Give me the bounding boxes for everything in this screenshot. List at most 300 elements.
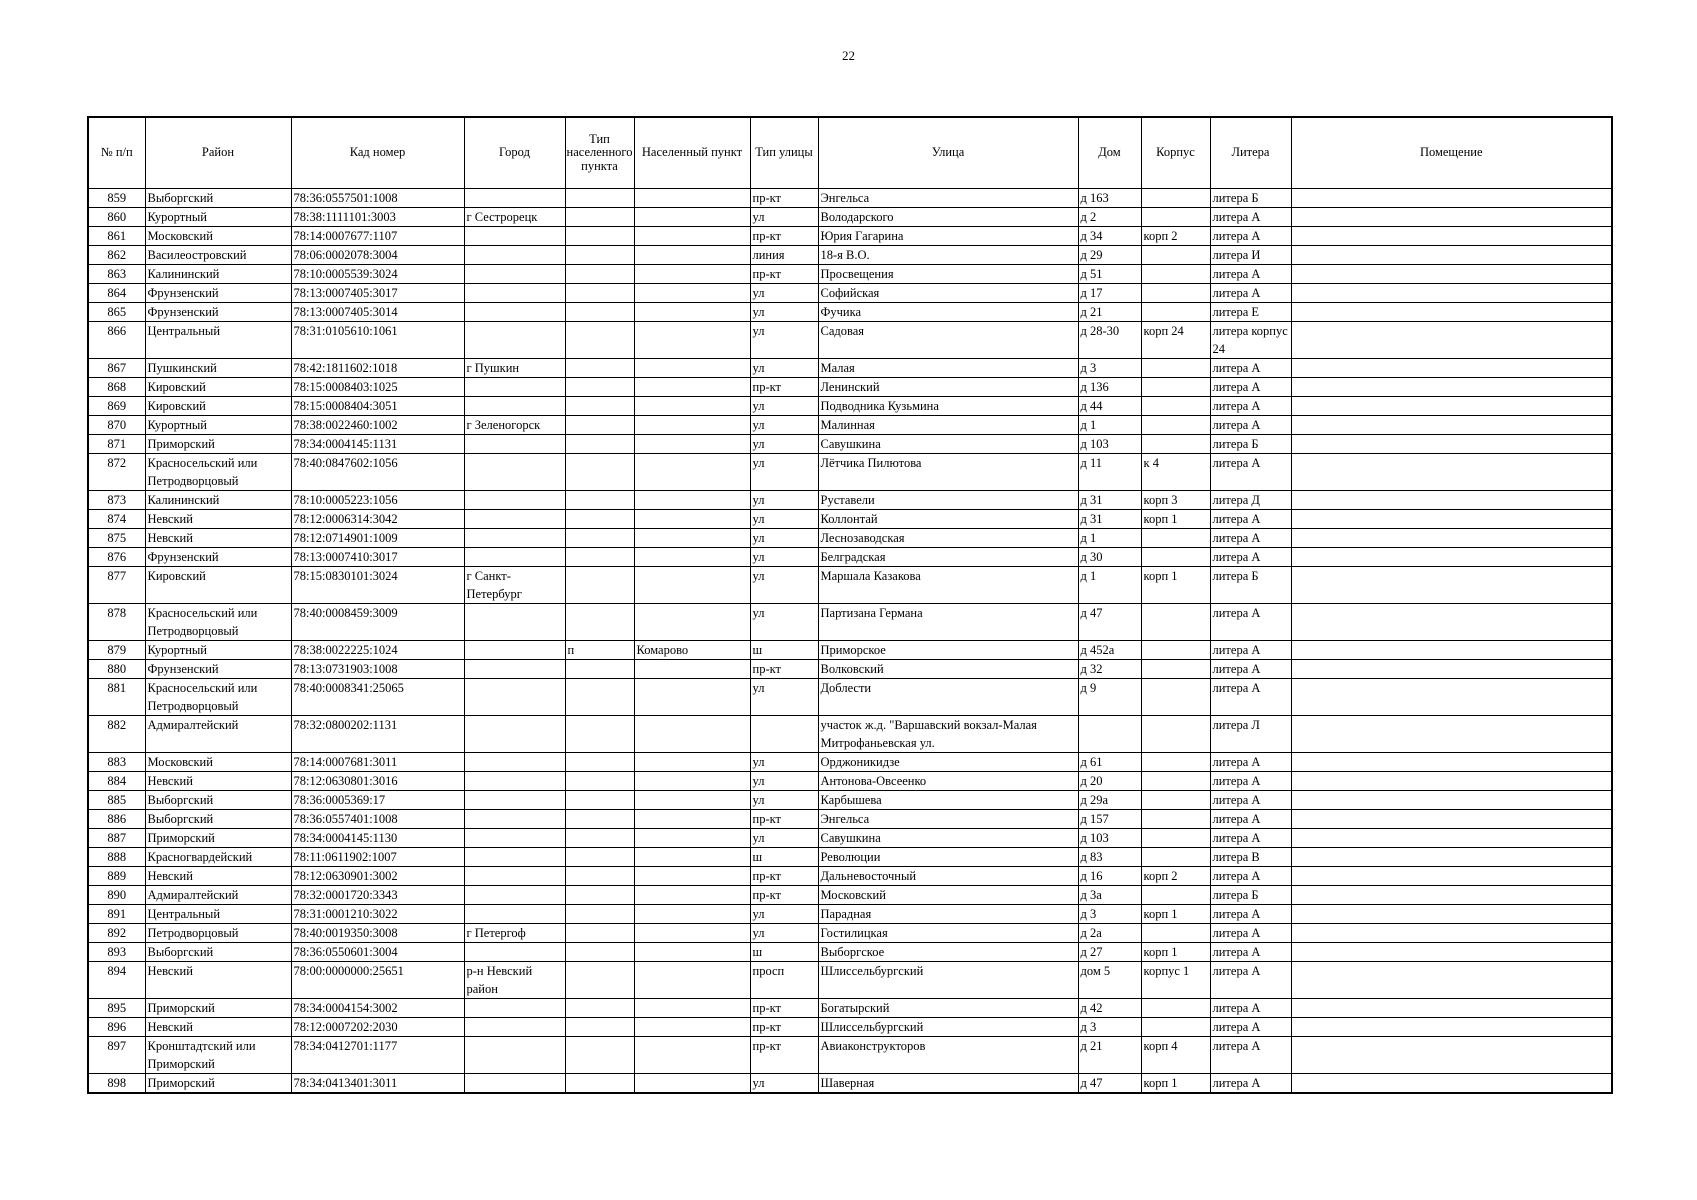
cell-city: г Петергоф xyxy=(464,924,565,943)
cell-house: д 21 xyxy=(1078,1037,1141,1074)
cell-street-type: пр-кт xyxy=(750,867,818,886)
cell-building xyxy=(1141,435,1210,454)
cell-settlement xyxy=(634,189,750,208)
cell-number: 870 xyxy=(88,416,145,435)
cell-number: 874 xyxy=(88,510,145,529)
cell-premises xyxy=(1291,284,1612,303)
col-header-settlement: Населенный пункт xyxy=(634,117,750,189)
cell-letter: литера А xyxy=(1210,791,1291,810)
cell-street: Парадная xyxy=(818,905,1078,924)
cell-street: Энгельса xyxy=(818,189,1078,208)
cell-house: д 2 xyxy=(1078,208,1141,227)
cell-cadastral: 78:36:0557501:1008 xyxy=(291,189,464,208)
cell-street-type: ул xyxy=(750,284,818,303)
cell-street: Савушкина xyxy=(818,435,1078,454)
cell-building xyxy=(1141,753,1210,772)
cell-building xyxy=(1141,208,1210,227)
cell-district: Кировский xyxy=(145,567,291,604)
cell-street-type: ул xyxy=(750,753,818,772)
cell-cadastral: 78:06:0002078:3004 xyxy=(291,246,464,265)
cell-district: Московский xyxy=(145,753,291,772)
cell-street-type: ул xyxy=(750,491,818,510)
cell-letter: литера А xyxy=(1210,679,1291,716)
cell-street: Володарского xyxy=(818,208,1078,227)
cell-number: 880 xyxy=(88,660,145,679)
cell-city xyxy=(464,1074,565,1094)
cell-street: Софийская xyxy=(818,284,1078,303)
cell-settlement-type xyxy=(565,1018,634,1037)
table-row xyxy=(88,397,1612,416)
table-row xyxy=(88,246,1612,265)
cell-premises xyxy=(1291,641,1612,660)
cell-house: д 29 xyxy=(1078,246,1141,265)
cell-house: д 163 xyxy=(1078,189,1141,208)
cell-city xyxy=(464,848,565,867)
cell-letter: литера А xyxy=(1210,529,1291,548)
cell-premises xyxy=(1291,810,1612,829)
cell-building: корп 1 xyxy=(1141,905,1210,924)
table-row xyxy=(88,679,1612,716)
cell-street-type: ул xyxy=(750,454,818,491)
cell-number: 889 xyxy=(88,867,145,886)
cell-city xyxy=(464,454,565,491)
table-row xyxy=(88,905,1612,924)
cell-settlement-type xyxy=(565,753,634,772)
cell-number: 878 xyxy=(88,604,145,641)
cell-city: г Зеленогорск xyxy=(464,416,565,435)
cell-premises xyxy=(1291,227,1612,246)
cell-house: д 1 xyxy=(1078,567,1141,604)
cell-cadastral: 78:34:0004145:1131 xyxy=(291,435,464,454)
cell-settlement xyxy=(634,905,750,924)
table-row xyxy=(88,567,1612,604)
cell-district: Кировский xyxy=(145,397,291,416)
cell-city: р-н Невский район xyxy=(464,962,565,999)
cell-premises xyxy=(1291,716,1612,753)
cell-settlement-type: п xyxy=(565,641,634,660)
cell-street-type: ул xyxy=(750,322,818,359)
cell-district: Калининский xyxy=(145,265,291,284)
cell-settlement-type xyxy=(565,246,634,265)
cell-settlement xyxy=(634,359,750,378)
cell-premises xyxy=(1291,416,1612,435)
cell-street-type: ул xyxy=(750,567,818,604)
cell-street: Руставели xyxy=(818,491,1078,510)
cell-district: Красносельский или Петродворцовый xyxy=(145,679,291,716)
cell-cadastral: 78:38:0022460:1002 xyxy=(291,416,464,435)
cell-settlement-type xyxy=(565,265,634,284)
cell-street: Лётчика Пилютова xyxy=(818,454,1078,491)
cell-settlement-type xyxy=(565,999,634,1018)
cell-settlement-type xyxy=(565,454,634,491)
cell-settlement-type xyxy=(565,848,634,867)
table-row xyxy=(88,716,1612,753)
cell-house: д 21 xyxy=(1078,303,1141,322)
cell-building xyxy=(1141,397,1210,416)
cell-settlement xyxy=(634,378,750,397)
cell-settlement xyxy=(634,716,750,753)
cell-city xyxy=(464,548,565,567)
cell-district: Московский xyxy=(145,227,291,246)
cell-house: д 11 xyxy=(1078,454,1141,491)
cell-premises xyxy=(1291,848,1612,867)
cell-settlement xyxy=(634,772,750,791)
table-row xyxy=(88,1074,1612,1094)
cell-street-type: пр-кт xyxy=(750,1018,818,1037)
cell-house: д 44 xyxy=(1078,397,1141,416)
cell-street-type: ул xyxy=(750,679,818,716)
cell-city: г Пушкин xyxy=(464,359,565,378)
cell-letter: литера А xyxy=(1210,265,1291,284)
cell-street-type: ул xyxy=(750,924,818,943)
cell-number: 892 xyxy=(88,924,145,943)
cell-street-type: ул xyxy=(750,510,818,529)
cell-settlement-type xyxy=(565,567,634,604)
cell-cadastral: 78:13:0007410:3017 xyxy=(291,548,464,567)
cell-building xyxy=(1141,848,1210,867)
cell-premises xyxy=(1291,660,1612,679)
cell-number: 871 xyxy=(88,435,145,454)
cell-number: 888 xyxy=(88,848,145,867)
table-body xyxy=(88,189,1612,1094)
cell-district: Красносельский или Петродворцовый xyxy=(145,454,291,491)
cell-house: д 20 xyxy=(1078,772,1141,791)
cell-city xyxy=(464,791,565,810)
cell-city xyxy=(464,772,565,791)
cell-letter: литера А xyxy=(1210,397,1291,416)
cell-premises xyxy=(1291,246,1612,265)
cell-district: Курортный xyxy=(145,641,291,660)
cell-settlement-type xyxy=(565,679,634,716)
cell-building xyxy=(1141,660,1210,679)
cell-letter: литера А xyxy=(1210,454,1291,491)
cell-premises xyxy=(1291,867,1612,886)
cell-district: Выборгский xyxy=(145,189,291,208)
cell-building: корпус 1 xyxy=(1141,962,1210,999)
table-row xyxy=(88,791,1612,810)
cell-settlement xyxy=(634,1074,750,1094)
cell-street: Гостилицкая xyxy=(818,924,1078,943)
cell-house: д 17 xyxy=(1078,284,1141,303)
cell-street-type: ул xyxy=(750,359,818,378)
cell-house: д 3 xyxy=(1078,1018,1141,1037)
cell-building: корп 1 xyxy=(1141,943,1210,962)
cell-cadastral: 78:12:0630901:3002 xyxy=(291,867,464,886)
cell-street: Приморское xyxy=(818,641,1078,660)
table-row xyxy=(88,867,1612,886)
cell-number: 876 xyxy=(88,548,145,567)
cell-district: Невский xyxy=(145,867,291,886)
cell-house: д 1 xyxy=(1078,416,1141,435)
cell-number: 890 xyxy=(88,886,145,905)
cell-number: 883 xyxy=(88,753,145,772)
cell-settlement xyxy=(634,265,750,284)
cell-settlement xyxy=(634,999,750,1018)
cell-street-type: ул xyxy=(750,529,818,548)
cell-letter: литера А xyxy=(1210,924,1291,943)
cell-cadastral: 78:10:0005223:1056 xyxy=(291,491,464,510)
cell-cadastral: 78:32:0001720:3343 xyxy=(291,886,464,905)
cell-letter: литера Б xyxy=(1210,189,1291,208)
cell-building: корп 2 xyxy=(1141,867,1210,886)
cell-letter: литера А xyxy=(1210,510,1291,529)
cell-letter: литера А xyxy=(1210,943,1291,962)
cell-street: Ленинский xyxy=(818,378,1078,397)
cell-city xyxy=(464,284,565,303)
table-row xyxy=(88,435,1612,454)
col-header-district: Район xyxy=(145,117,291,189)
table-row xyxy=(88,416,1612,435)
cell-house: д 136 xyxy=(1078,378,1141,397)
cell-letter: литера А xyxy=(1210,772,1291,791)
table-row xyxy=(88,227,1612,246)
table-row xyxy=(88,529,1612,548)
cell-street: Подводника Кузьмина xyxy=(818,397,1078,416)
cell-settlement xyxy=(634,679,750,716)
cell-letter: литера А xyxy=(1210,548,1291,567)
cell-cadastral: 78:13:0007405:3017 xyxy=(291,284,464,303)
cell-street: Богатырский xyxy=(818,999,1078,1018)
cell-premises xyxy=(1291,772,1612,791)
cell-premises xyxy=(1291,491,1612,510)
cell-street: Орджоникидзе xyxy=(818,753,1078,772)
cell-letter: литера А xyxy=(1210,1074,1291,1094)
cell-premises xyxy=(1291,753,1612,772)
cell-letter: литера А xyxy=(1210,284,1291,303)
cell-number: 864 xyxy=(88,284,145,303)
cell-street-type: ул xyxy=(750,905,818,924)
cell-street-type: пр-кт xyxy=(750,265,818,284)
cell-house: д 16 xyxy=(1078,867,1141,886)
table-row xyxy=(88,943,1612,962)
cell-premises xyxy=(1291,303,1612,322)
cell-premises xyxy=(1291,905,1612,924)
cell-city xyxy=(464,529,565,548)
cell-house: дом 5 xyxy=(1078,962,1141,999)
cell-district: Кронштадтский или Приморский xyxy=(145,1037,291,1074)
cell-city xyxy=(464,641,565,660)
cell-building: к 4 xyxy=(1141,454,1210,491)
cell-settlement-type xyxy=(565,416,634,435)
cell-city xyxy=(464,1037,565,1074)
cell-settlement xyxy=(634,1018,750,1037)
cell-settlement xyxy=(634,829,750,848)
cell-building: корп 4 xyxy=(1141,1037,1210,1074)
table-row xyxy=(88,378,1612,397)
cell-street-type: ул xyxy=(750,435,818,454)
cell-street: Авиаконструкторов xyxy=(818,1037,1078,1074)
cell-city xyxy=(464,378,565,397)
cell-building xyxy=(1141,284,1210,303)
cell-settlement-type xyxy=(565,529,634,548)
cell-district: Адмиралтейский xyxy=(145,886,291,905)
cell-house: д 452а xyxy=(1078,641,1141,660)
cell-settlement xyxy=(634,435,750,454)
cell-letter: литера А xyxy=(1210,753,1291,772)
cell-letter: литера А xyxy=(1210,227,1291,246)
cell-district: Адмиралтейский xyxy=(145,716,291,753)
cell-district: Центральный xyxy=(145,322,291,359)
cell-street: Карбышева xyxy=(818,791,1078,810)
cell-settlement xyxy=(634,510,750,529)
cell-premises xyxy=(1291,208,1612,227)
col-header-cadastral: Кад номер xyxy=(291,117,464,189)
cell-district: Фрунзенский xyxy=(145,303,291,322)
cell-settlement-type xyxy=(565,829,634,848)
cell-cadastral: 78:15:0830101:3024 xyxy=(291,567,464,604)
table-row xyxy=(88,829,1612,848)
cell-building: корп 24 xyxy=(1141,322,1210,359)
cell-district: Невский xyxy=(145,772,291,791)
cell-city: г Санкт-Петербург xyxy=(464,567,565,604)
cell-district: Выборгский xyxy=(145,791,291,810)
cell-settlement-type xyxy=(565,962,634,999)
cell-house xyxy=(1078,716,1141,753)
cell-cadastral: 78:32:0800202:1131 xyxy=(291,716,464,753)
cell-street: участок ж.д. "Варшавский вокзал-Малая Митрофаньевская ул. xyxy=(818,716,1078,753)
cell-street: Шлиссельбургский xyxy=(818,962,1078,999)
cell-number: 895 xyxy=(88,999,145,1018)
cell-street: Маршала Казакова xyxy=(818,567,1078,604)
cell-house: д 31 xyxy=(1078,510,1141,529)
cell-number: 859 xyxy=(88,189,145,208)
cell-street: Савушкина xyxy=(818,829,1078,848)
cell-settlement xyxy=(634,208,750,227)
cell-number: 887 xyxy=(88,829,145,848)
cell-district: Приморский xyxy=(145,1074,291,1094)
cell-cadastral: 78:11:0611902:1007 xyxy=(291,848,464,867)
cell-city xyxy=(464,829,565,848)
col-header-settlement-type: Тип населенного пункта xyxy=(565,117,634,189)
cell-house: д 83 xyxy=(1078,848,1141,867)
cell-house: д 30 xyxy=(1078,548,1141,567)
cell-street: Малинная xyxy=(818,416,1078,435)
cell-street-type: пр-кт xyxy=(750,227,818,246)
cell-street: Энгельса xyxy=(818,810,1078,829)
cell-building: корп 1 xyxy=(1141,510,1210,529)
cell-number: 886 xyxy=(88,810,145,829)
cell-letter: литера А xyxy=(1210,660,1291,679)
cell-city xyxy=(464,999,565,1018)
cell-settlement-type xyxy=(565,604,634,641)
cell-number: 885 xyxy=(88,791,145,810)
cell-settlement-type xyxy=(565,189,634,208)
cell-street: Революции xyxy=(818,848,1078,867)
cell-cadastral: 78:40:0019350:3008 xyxy=(291,924,464,943)
cell-house: д 3 xyxy=(1078,905,1141,924)
cell-settlement xyxy=(634,810,750,829)
cell-district: Фрунзенский xyxy=(145,284,291,303)
cell-number: 867 xyxy=(88,359,145,378)
col-header-number: № п/п xyxy=(88,117,145,189)
cell-street-type: пр-кт xyxy=(750,660,818,679)
cell-city xyxy=(464,679,565,716)
cell-premises xyxy=(1291,679,1612,716)
cell-city xyxy=(464,867,565,886)
cell-district: Невский xyxy=(145,962,291,999)
cell-street: Садовая xyxy=(818,322,1078,359)
cell-letter: литера Л xyxy=(1210,716,1291,753)
cell-street: Белградская xyxy=(818,548,1078,567)
cell-number: 877 xyxy=(88,567,145,604)
cell-premises xyxy=(1291,548,1612,567)
cell-cadastral: 78:34:0413401:3011 xyxy=(291,1074,464,1094)
cell-number: 897 xyxy=(88,1037,145,1074)
cell-building xyxy=(1141,999,1210,1018)
table-row xyxy=(88,548,1612,567)
cell-settlement xyxy=(634,454,750,491)
cell-cadastral: 78:31:0001210:3022 xyxy=(291,905,464,924)
cell-district: Курортный xyxy=(145,416,291,435)
cell-settlement-type xyxy=(565,886,634,905)
cell-street-type: ш xyxy=(750,848,818,867)
table-row xyxy=(88,1018,1612,1037)
cell-house: д 47 xyxy=(1078,1074,1141,1094)
cell-premises xyxy=(1291,189,1612,208)
cell-cadastral: 78:12:0630801:3016 xyxy=(291,772,464,791)
cell-street-type: ул xyxy=(750,416,818,435)
cell-district: Выборгский xyxy=(145,810,291,829)
cell-city xyxy=(464,246,565,265)
cell-street: Юрия Гагарина xyxy=(818,227,1078,246)
cell-settlement xyxy=(634,1037,750,1074)
cell-city xyxy=(464,660,565,679)
cell-district: Петродворцовый xyxy=(145,924,291,943)
cell-premises xyxy=(1291,999,1612,1018)
cell-letter: литера Е xyxy=(1210,303,1291,322)
cell-house: д 1 xyxy=(1078,529,1141,548)
cell-letter: литера А xyxy=(1210,359,1291,378)
cell-street: Леснозаводская xyxy=(818,529,1078,548)
table-row xyxy=(88,848,1612,867)
cell-building xyxy=(1141,416,1210,435)
cell-building xyxy=(1141,548,1210,567)
cell-street-type: ул xyxy=(750,1074,818,1094)
cell-city xyxy=(464,1018,565,1037)
cell-number: 868 xyxy=(88,378,145,397)
cell-letter: литера А xyxy=(1210,208,1291,227)
col-header-street-type: Тип улицы xyxy=(750,117,818,189)
cell-building xyxy=(1141,529,1210,548)
cell-premises xyxy=(1291,1037,1612,1074)
cell-house: д 34 xyxy=(1078,227,1141,246)
cell-house: д 27 xyxy=(1078,943,1141,962)
cell-cadastral: 78:12:0006314:3042 xyxy=(291,510,464,529)
cell-street-type: ул xyxy=(750,772,818,791)
cell-settlement-type xyxy=(565,491,634,510)
cell-district: Фрунзенский xyxy=(145,660,291,679)
cell-cadastral: 78:34:0004145:1130 xyxy=(291,829,464,848)
cell-premises xyxy=(1291,943,1612,962)
cell-number: 865 xyxy=(88,303,145,322)
cell-street: Партизана Германа xyxy=(818,604,1078,641)
cell-letter: литера А xyxy=(1210,641,1291,660)
cell-premises xyxy=(1291,454,1612,491)
table-row xyxy=(88,772,1612,791)
cell-settlement-type xyxy=(565,303,634,322)
cell-city xyxy=(464,227,565,246)
table-row xyxy=(88,886,1612,905)
table-row xyxy=(88,189,1612,208)
cell-premises xyxy=(1291,265,1612,284)
cell-building: корп 3 xyxy=(1141,491,1210,510)
cell-house: д 157 xyxy=(1078,810,1141,829)
cell-number: 893 xyxy=(88,943,145,962)
table-row xyxy=(88,322,1612,359)
cell-cadastral: 78:36:0557401:1008 xyxy=(291,810,464,829)
cell-building xyxy=(1141,772,1210,791)
table-row xyxy=(88,454,1612,491)
